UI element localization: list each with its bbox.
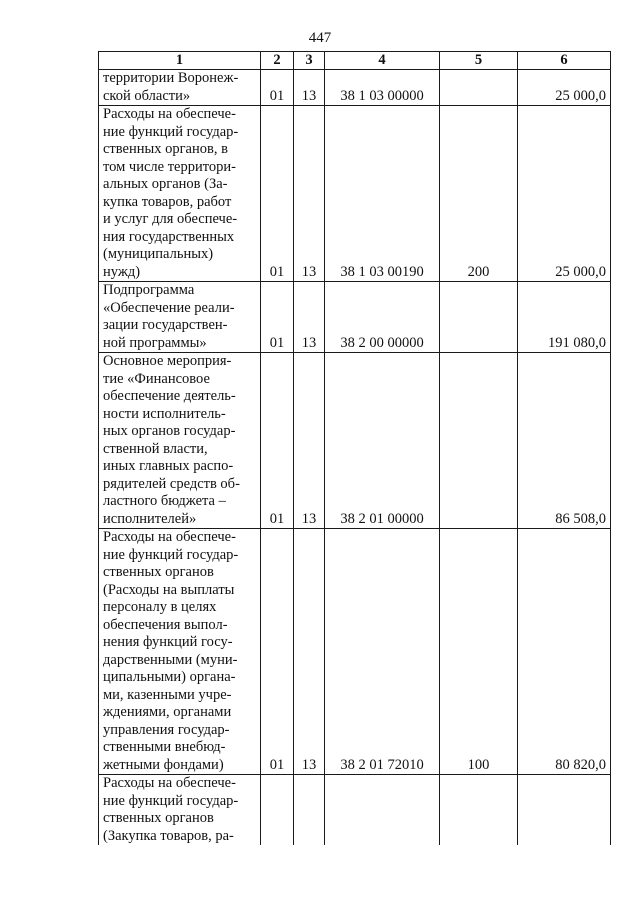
- row-target-code: 38 1 03 00000: [325, 70, 440, 106]
- budget-table: [98, 51, 611, 845]
- row-amount: 25 000,0: [518, 70, 611, 106]
- row-subsection: 13: [294, 70, 325, 106]
- header-row: [99, 52, 611, 70]
- table-row: [99, 353, 611, 529]
- page-number: 447: [308, 30, 332, 46]
- row-description: Расходы на обеспече- ние функций государ- ственных органов (Расходы на выплаты персоналу в целях обеспечения выпол- нения функций госу- дарственными (муни- ципальными) органа- ми, казенными учре- ждениями, органами управления государ- ственными внебюд- жетными фондами): [99, 529, 261, 775]
- row-expense-type: [440, 353, 518, 529]
- row-description: Подпрограмма «Обеспечение реали- зации государствен- ной программы»: [99, 282, 261, 353]
- row-description: Основное мероприя- тие «Финансовое обеспечение деятель- ности исполнитель- ных органов государ- ственной власти, иных главных распо- рядителей средств об- ластного бюджета – исполнителей»: [99, 353, 261, 529]
- row-amount: 191 080,0: [518, 282, 611, 353]
- row-subsection: 13: [294, 106, 325, 282]
- row-amount: 80 820,0: [518, 529, 611, 775]
- row-target-code: 38 2 01 72010: [325, 529, 440, 775]
- row-section: [261, 775, 294, 846]
- column-header-1: 1: [99, 52, 261, 70]
- table-row: [99, 106, 611, 282]
- row-amount: 86 508,0: [518, 353, 611, 529]
- row-description: территории Воронеж- ской области»: [99, 70, 261, 106]
- row-expense-type: [440, 775, 518, 846]
- table-row: [99, 70, 611, 106]
- row-section: 01: [261, 106, 294, 282]
- row-subsection: [294, 775, 325, 846]
- row-amount: 25 000,0: [518, 106, 611, 282]
- row-expense-type: [440, 282, 518, 353]
- row-expense-type: 100: [440, 529, 518, 775]
- row-amount: [518, 775, 611, 846]
- row-target-code: 38 2 00 00000: [325, 282, 440, 353]
- row-section: 01: [261, 70, 294, 106]
- row-target-code: 38 2 01 00000: [325, 353, 440, 529]
- table-row: [99, 282, 611, 353]
- column-header-2: 2: [261, 52, 294, 70]
- table-row: [99, 529, 611, 775]
- column-header-5: 5: [440, 52, 518, 70]
- row-target-code: 38 1 03 00190: [325, 106, 440, 282]
- row-section: 01: [261, 282, 294, 353]
- row-subsection: 13: [294, 282, 325, 353]
- row-description: Расходы на обеспече- ние функций государ- ственных органов (Закупка товаров, ра-: [99, 775, 261, 846]
- column-header-4: 4: [325, 52, 440, 70]
- column-header-6: 6: [518, 52, 611, 70]
- row-section: 01: [261, 529, 294, 775]
- row-section: 01: [261, 353, 294, 529]
- row-expense-type: [440, 70, 518, 106]
- table-row: [99, 775, 611, 846]
- column-header-3: 3: [294, 52, 325, 70]
- row-description: Расходы на обеспече- ние функций государ- ственных органов, в том числе территори- альных органов (За- купка товаров, работ и услуг для обеспече- ния государственных (муниципальных) нужд): [99, 106, 261, 282]
- row-expense-type: 200: [440, 106, 518, 282]
- row-subsection: 13: [294, 529, 325, 775]
- row-subsection: 13: [294, 353, 325, 529]
- row-target-code: [325, 775, 440, 846]
